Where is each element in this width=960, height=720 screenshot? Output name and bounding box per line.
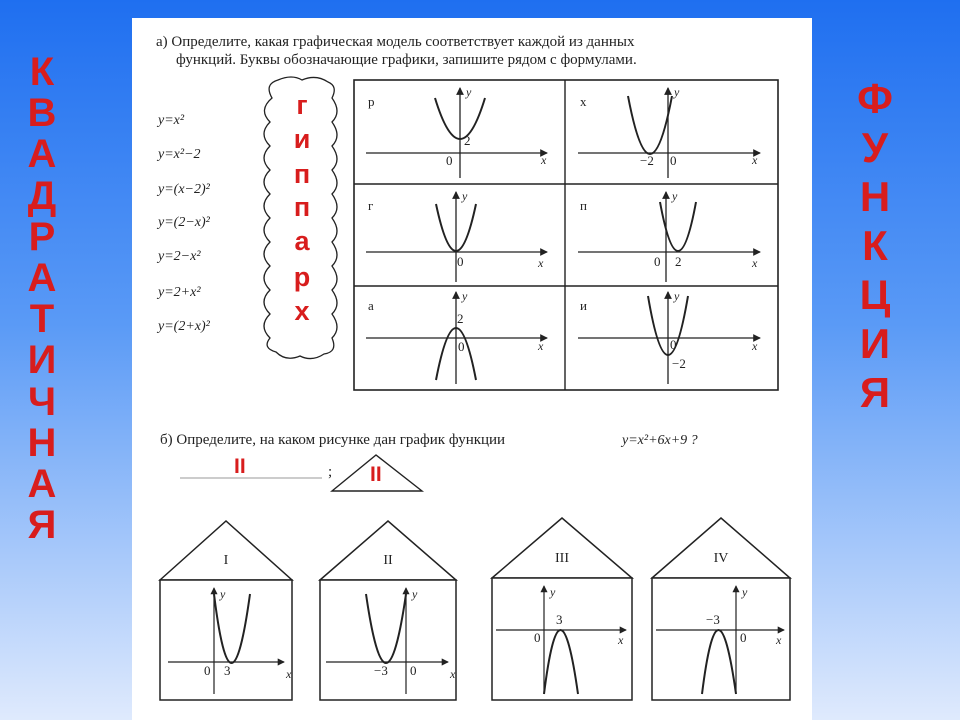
svg-text:y: y bbox=[462, 189, 468, 203]
title-letter: Р bbox=[28, 214, 56, 259]
graph-cell-g bbox=[366, 189, 547, 282]
svg-text:y: y bbox=[674, 85, 680, 99]
task-b-answer-2: II bbox=[370, 463, 382, 486]
house-numeral: III bbox=[555, 551, 569, 566]
title-letter: А bbox=[27, 255, 57, 300]
answer-letter: п bbox=[293, 159, 311, 189]
svg-text:x: x bbox=[752, 339, 758, 353]
house-mark: 0 bbox=[740, 630, 747, 645]
formula: y=(x−2)² bbox=[158, 182, 210, 197]
graph-mark: 0 bbox=[457, 254, 464, 269]
task-b-answer-1: II bbox=[234, 455, 246, 478]
title-letter: И bbox=[859, 320, 891, 367]
title-letter: И bbox=[27, 338, 57, 383]
house-mark: 0 bbox=[534, 630, 541, 645]
graph-mark: 2 bbox=[675, 254, 682, 269]
title-letter: К bbox=[862, 222, 888, 269]
house-I bbox=[160, 521, 292, 700]
title-letter: В bbox=[27, 91, 57, 136]
house-mark: 0 bbox=[204, 663, 211, 678]
title-letter: А bbox=[27, 461, 57, 506]
house-numeral: I bbox=[223, 553, 229, 568]
graph-cell-p bbox=[578, 189, 760, 282]
house-mark: 3 bbox=[224, 663, 231, 678]
graph-letter: р bbox=[368, 94, 375, 109]
graph-cell-a bbox=[366, 289, 547, 384]
task-a-line1: а) Определите, какая графическая модель соответствует каждой из данных bbox=[156, 34, 635, 50]
graph-mark: 0 bbox=[446, 153, 453, 168]
graph-letter: п bbox=[580, 198, 587, 213]
house-mark: 3 bbox=[556, 612, 563, 627]
title-letter: Я bbox=[27, 503, 57, 548]
house-numeral: IV bbox=[713, 551, 729, 566]
svg-text:x: x bbox=[538, 256, 544, 270]
graph-cell-r bbox=[366, 85, 547, 178]
svg-text:x: x bbox=[450, 667, 456, 681]
answer-letter: а bbox=[294, 226, 310, 256]
formula-list bbox=[156, 113, 211, 334]
house-mark: −3 bbox=[706, 612, 720, 627]
task-b-formula: y=x²+6x+9 ? bbox=[622, 433, 698, 448]
svg-text:y: y bbox=[462, 289, 468, 303]
svg-text:y: y bbox=[674, 289, 680, 303]
house-numeral: II bbox=[383, 553, 393, 568]
graph-letter: х bbox=[580, 94, 587, 109]
title-letter: Н bbox=[859, 173, 891, 220]
graph-letter: г bbox=[368, 198, 374, 213]
house-III bbox=[492, 518, 632, 700]
formula: y=(2−x)² bbox=[158, 215, 210, 230]
formula: y=x²−2 bbox=[158, 147, 201, 162]
graph-mark: 0 bbox=[654, 254, 661, 269]
graph-mark: −2 bbox=[640, 153, 654, 168]
title-letter: Д bbox=[27, 173, 57, 218]
graph-mark: 0 bbox=[670, 153, 677, 168]
svg-text:x: x bbox=[752, 153, 758, 167]
house-IV bbox=[652, 518, 790, 700]
graph-mark: −2 bbox=[672, 356, 686, 371]
formula: y=(2+x)² bbox=[158, 319, 210, 334]
graph-mark: 2 bbox=[464, 133, 471, 148]
graph-cell-i bbox=[578, 289, 760, 384]
answer-letter: п bbox=[293, 192, 311, 222]
svg-text:x: x bbox=[618, 633, 624, 647]
title-word-funktsiya bbox=[850, 75, 900, 421]
svg-text:x: x bbox=[541, 153, 547, 167]
title-letter: Н bbox=[27, 420, 57, 465]
graph-mark: 0 bbox=[458, 339, 465, 354]
formula: y=2+x² bbox=[158, 285, 201, 300]
title-letter: Ф bbox=[857, 75, 893, 122]
house-mark: 0 bbox=[410, 663, 417, 678]
graph-grid bbox=[354, 80, 778, 390]
answer-letters bbox=[294, 90, 311, 326]
svg-text:y: y bbox=[550, 585, 556, 599]
title-word-kvadratichnaya bbox=[22, 52, 62, 546]
title-letter: Ч bbox=[27, 379, 57, 424]
house-II bbox=[320, 521, 456, 700]
graph-cell-kh bbox=[578, 85, 760, 178]
answer-letter: и bbox=[293, 124, 311, 154]
graph-mark: 0 bbox=[670, 337, 677, 352]
answer-letter: г bbox=[296, 90, 308, 120]
formula: y=2−x² bbox=[158, 249, 201, 264]
worksheet bbox=[132, 18, 812, 720]
svg-text:y: y bbox=[220, 587, 226, 601]
house-mark: −3 bbox=[374, 663, 388, 678]
svg-text:y: y bbox=[466, 85, 472, 99]
title-letter: Т bbox=[29, 297, 55, 342]
svg-text:y: y bbox=[412, 587, 418, 601]
svg-text:x: x bbox=[776, 633, 782, 647]
task-b-separator: ; bbox=[328, 464, 333, 480]
svg-text:y: y bbox=[672, 189, 678, 203]
graph-letter: и bbox=[580, 298, 587, 313]
title-letter: Ц bbox=[859, 271, 891, 318]
formula: y=x² bbox=[158, 113, 185, 128]
answer-letter: р bbox=[293, 262, 311, 292]
graph-letter: а bbox=[368, 298, 374, 313]
task-b-question: б) Определите, на каком рисунке дан график функции bbox=[160, 432, 506, 448]
task-a-line2: функций. Буквы обозначающие графики, запишите рядом с формулами. bbox=[176, 52, 637, 68]
answer-letter: х bbox=[294, 296, 310, 326]
title-letter: Я bbox=[859, 369, 891, 416]
svg-text:x: x bbox=[538, 339, 544, 353]
title-letter: К bbox=[29, 50, 55, 94]
svg-text:x: x bbox=[752, 256, 758, 270]
title-letter: У bbox=[861, 124, 889, 171]
title-letter: А bbox=[27, 132, 57, 177]
svg-text:y: y bbox=[742, 585, 748, 599]
graph-mark: 2 bbox=[457, 311, 464, 326]
svg-text:x: x bbox=[286, 667, 292, 681]
